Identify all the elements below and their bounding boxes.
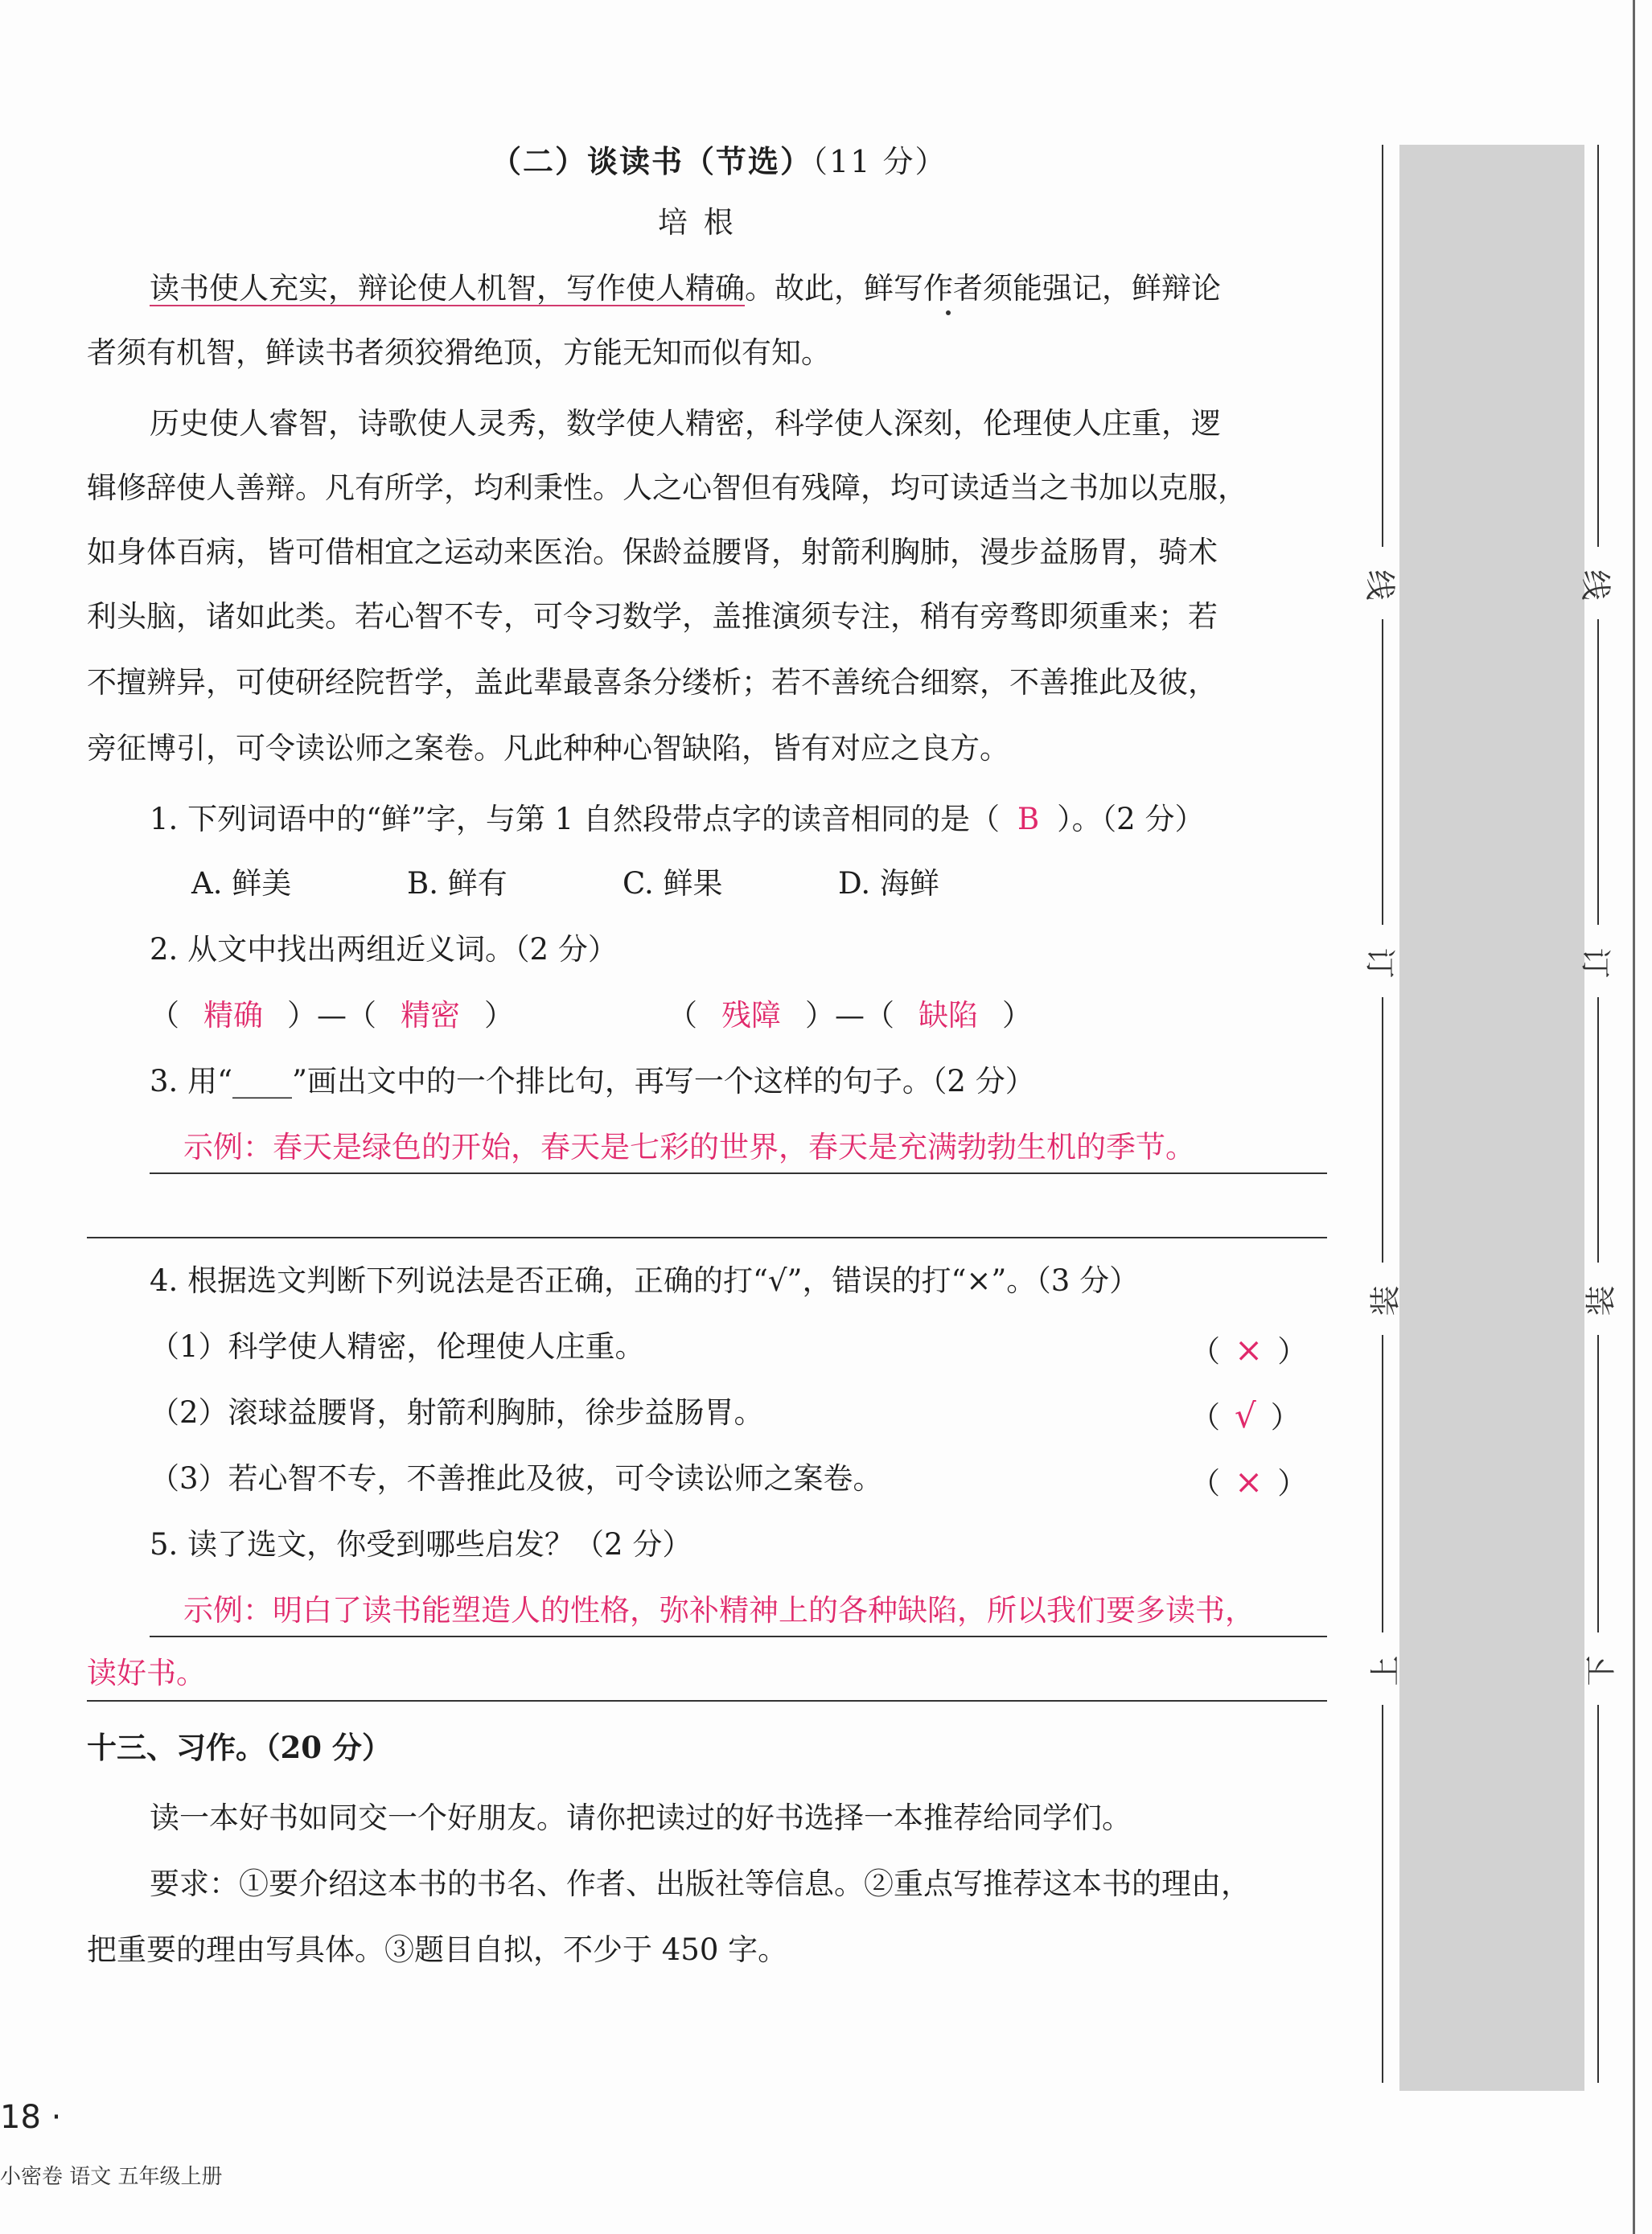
footer-series: 小密卷 语文 五年级上册 — [0, 2165, 223, 2189]
paren-close: ） — [1277, 1466, 1308, 1501]
passage-p2-line: 辑修辞使人善辩。凡有所学，均利秉性。人之心智但有残障，均可读适当之书加以克服， — [87, 470, 1247, 505]
binding-label-right: 下 — [1583, 1655, 1619, 1686]
check-mark-icon: √ — [1235, 1396, 1256, 1435]
passage-p2-line: 旁征博引，可令读讼师之案卷。凡此种种心智缺陷，皆有对应之良方。 — [87, 731, 1009, 766]
q4-item-1-answer — [1190, 1332, 1307, 1370]
q2-pair-1 — [150, 997, 514, 1034]
q1-option-b: B. 鲜有 — [407, 866, 508, 901]
paren-open: （ — [668, 998, 697, 1033]
binding-label-left: 装 — [1367, 1285, 1403, 1316]
emphasis-dot — [946, 310, 951, 315]
passage-p1-line1 — [150, 270, 1221, 307]
q13-requirement-line2: 把重要的理由写具体。③题目自拟，不少于 450 字。 — [87, 1932, 788, 1967]
cross-mark-icon: × — [1235, 1330, 1264, 1370]
dash: — — [835, 998, 865, 1033]
section-title-text: （二）谈读书（节选） — [491, 143, 813, 179]
answer-line — [150, 1636, 1327, 1637]
passage-p1-rest: 。故此，鲜写作者须能强记，鲜辩论 — [745, 271, 1221, 306]
paren-open: （ — [1190, 1400, 1220, 1435]
paren-open: （ — [1190, 1334, 1220, 1369]
paren-open: （ — [1190, 1466, 1220, 1501]
q4-item-3: （3）若心智不专，不善推此及彼，可令读讼师之案卷。 — [150, 1461, 883, 1496]
q1-stem-before: 1. 下列词语中的“鲜”字，与第 1 自然段带点字的读音相同的是（ — [150, 802, 1000, 836]
binding-line-right — [1597, 1705, 1599, 2083]
binding-line-left — [1382, 1705, 1383, 2083]
binding-margin — [1399, 145, 1584, 2091]
answer-line — [87, 1237, 1327, 1238]
paren-open: （ — [347, 998, 376, 1033]
binding-line-left — [1382, 997, 1383, 1263]
dash: — — [317, 998, 347, 1033]
binding-line-right — [1597, 145, 1599, 547]
passage-p1-line2: 者须有机智，鲜读书者须狡猾绝顶，方能无知而似有知。 — [87, 335, 831, 370]
q13-heading: 十三、习作。（20 分） — [87, 1730, 392, 1765]
paren-close: ） — [484, 998, 514, 1033]
q13-intro: 读一本好书如同交一个好朋友。请你把读过的好书选择一本推荐给同学们。 — [150, 1801, 1132, 1835]
author: 培 根 — [658, 205, 737, 240]
binding-label-left: 订 — [1362, 947, 1398, 979]
passage-p2-line: 如身体百病，皆可借相宜之运动来医治。保龄益腰肾，射箭利胸肺，漫步益肠胃，骑术 — [87, 535, 1218, 569]
q5-answer-line2: 读好书。 — [87, 1656, 206, 1690]
underlined-parallel-sentence: 读书使人充实，辩论使人机智，写作使人精确 — [150, 271, 745, 306]
passage-p2-line: 利头脑，诸如此类。若心智不专，可令习数学，盖推演须专注，稍有旁骛即须重来；若 — [87, 599, 1218, 634]
binding-line-right — [1597, 619, 1599, 925]
binding-label-right: 订 — [1577, 947, 1613, 979]
question-2-stem: 2. 从文中找出两组近义词。（2 分） — [150, 932, 618, 967]
q2-pair2-b: 缺陷 — [918, 998, 978, 1033]
section-score: （11 分） — [812, 144, 947, 179]
paren-close: ） — [1270, 1400, 1301, 1435]
q2-pair2-a: 残障 — [721, 998, 781, 1033]
q1-option-c: C. 鲜果 — [623, 866, 723, 901]
q1-option-a: A. 鲜美 — [191, 866, 292, 901]
section-title — [491, 137, 947, 181]
question-1-stem — [150, 801, 1204, 838]
q1-answer: B — [1017, 802, 1040, 836]
q1-option-d: D. 海鲜 — [838, 866, 939, 901]
paren-close: ） — [1277, 1334, 1308, 1369]
binding-label-right: 装 — [1583, 1285, 1619, 1316]
question-4-stem: 4. 根据选文判断下列说法是否正确，正确的打“√”，错误的打“×”。（3 分） — [150, 1263, 1140, 1298]
paren-open: （ — [150, 998, 179, 1033]
passage-p2-line: 历史使人睿智，诗歌使人灵秀，数学使人精密，科学使人深刻，伦理使人庄重，逻 — [150, 406, 1221, 441]
q2-pair1-b: 精密 — [401, 998, 460, 1033]
cross-mark-icon: × — [1235, 1462, 1264, 1501]
binding-line-left — [1382, 1335, 1383, 1632]
question-5-stem: 5. 读了选文，你受到哪些启发？（2 分） — [150, 1527, 692, 1562]
paren-close: ） — [805, 998, 835, 1033]
q1-stem-after: ）。（2 分） — [1057, 802, 1205, 836]
question-3-stem: 3. 用“____”画出文中的一个排比句，再写一个这样的句子。（2 分） — [150, 1064, 1035, 1099]
q2-pair-2 — [668, 997, 1032, 1034]
q4-item-2: （2）滚球益腰肾，射箭利胸肺，徐步益肠胃。 — [150, 1395, 764, 1430]
q4-item-1: （1）科学使人精密，伦理使人庄重。 — [150, 1329, 645, 1364]
paren-open: （ — [865, 998, 894, 1033]
answer-line — [150, 1172, 1327, 1174]
page-number: 18 · — [0, 2099, 62, 2136]
page-edge — [1633, 0, 1635, 2234]
q2-pair1-a: 精确 — [203, 998, 263, 1033]
binding-label-left: 上 — [1367, 1655, 1403, 1686]
q3-answer: 示例：春天是绿色的开始，春天是七彩的世界，春天是充满勃勃生机的季节。 — [183, 1130, 1195, 1164]
binding-line-left — [1382, 145, 1383, 547]
q4-item-3-answer — [1190, 1464, 1307, 1502]
answer-line — [87, 1700, 1327, 1702]
q4-item-2-answer — [1190, 1398, 1301, 1436]
q13-requirement-line1: 要求：①要介绍这本书的书名、作者、出版社等信息。②重点写推荐这本书的理由， — [150, 1866, 1251, 1901]
paren-close: ） — [287, 998, 317, 1033]
passage-p2-line: 不擅辨异，可使研经院哲学，盖此辈最喜条分缕析；若不善统合细察，不善推此及彼， — [87, 665, 1218, 700]
binding-label-left: 线 — [1362, 569, 1398, 601]
paren-close: ） — [1002, 998, 1032, 1033]
binding-line-right — [1597, 1335, 1599, 1632]
binding-line-right — [1597, 997, 1599, 1263]
binding-label-right: 线 — [1577, 569, 1613, 601]
q5-answer-line1: 示例：明白了读书能塑造人的性格，弥补精神上的各种缺陷，所以我们要多读书， — [183, 1593, 1255, 1628]
binding-line-left — [1382, 619, 1383, 925]
